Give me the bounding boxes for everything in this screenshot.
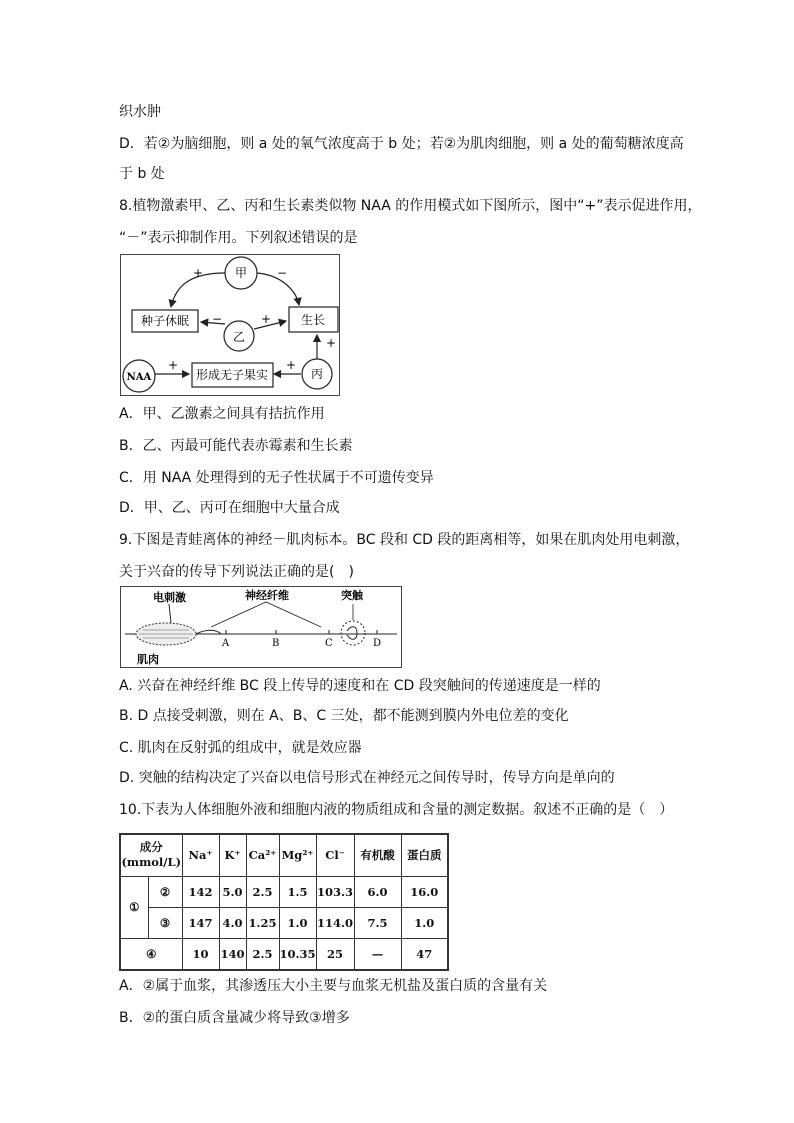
hormone-diagram	[120, 254, 340, 396]
question-9-stem: 9.下图是青蛙离体的神经－肌肉标本。BC 段和 CD 段的距离相等，如果在肌肉处用电刺激，	[119, 532, 690, 548]
option-c-9: C. 肌肉在反射弧的组成中，就是效应器	[119, 740, 362, 756]
nerve-fiber	[196, 630, 221, 634]
nerve-muscle-diagram	[120, 586, 402, 668]
table-cell: 10.35	[279, 938, 316, 970]
fiber-brace	[211, 602, 321, 627]
table-cell: 1.0	[279, 907, 316, 938]
table-cell: 4.0	[219, 907, 246, 938]
point-d: D	[373, 638, 382, 649]
yi-label: 乙	[232, 330, 246, 344]
sign: +	[168, 358, 179, 372]
table-cell: 5.0	[219, 876, 246, 907]
option-b-10: B．②的蛋白质含量减少将导致③增多	[119, 1010, 350, 1026]
column-header: Ca²⁺	[246, 834, 279, 876]
table-header-row	[120, 834, 448, 876]
table-row	[120, 938, 448, 970]
sign: +	[326, 336, 337, 350]
jia-label: 甲	[234, 266, 248, 280]
table-cell: 1.25	[246, 907, 279, 938]
option-b-9: B. D 点接受刺激，则在 A、B、C 三处，都不能测到膜内外电位差的变化	[119, 708, 569, 724]
question-10-stem: 10.下表为人体细胞外液和细胞内液的物质组成和含量的测定数据。叙述不正确的是（ ）	[119, 802, 674, 818]
table-cell: 2.5	[246, 876, 279, 907]
sign: −	[277, 266, 288, 280]
sign: +	[261, 312, 272, 326]
column-header: Na⁺	[182, 834, 219, 876]
sign: +	[193, 266, 204, 280]
header-title-cell: 成分 (mmol/L)	[120, 834, 182, 876]
table-cell: 6.0	[354, 876, 401, 907]
option-a-9: A. 兴奋在神经纤维 BC 段上传导的速度和在 CD 段突触间的传递速度是一样的	[119, 678, 601, 694]
option-d-9: D. 突触的结构决定了兴奋以电信号形式在神经元之间传导时，传导方向是单向的	[119, 770, 615, 786]
table-cell: 1.0	[401, 907, 448, 938]
table-cell: 2.5	[246, 938, 279, 970]
synapse-shape	[347, 627, 357, 640]
column-header: 蛋白质	[401, 834, 448, 876]
column-header: K⁺	[219, 834, 246, 876]
growth-label: 生长	[300, 313, 326, 327]
option-a-8: A．甲、乙激素之间具有拮抗作用	[119, 406, 325, 422]
table-cell: 147	[182, 907, 219, 938]
column-header: Cl⁻	[316, 834, 354, 876]
stim-pointer	[169, 604, 171, 623]
table-row	[120, 907, 448, 938]
table-cell: 142	[182, 876, 219, 907]
synapse-circle	[341, 621, 365, 645]
table-cell: 25	[316, 938, 354, 970]
table-cell: 140	[219, 938, 246, 970]
column-header: 有机酸	[354, 834, 401, 876]
question-9-stem: 关于兴奋的传导下列说法正确的是( )	[119, 564, 354, 580]
question-8-stem: “－”表示抑制作用。下列叙述错误的是	[119, 230, 358, 246]
text-line: 织水肿	[119, 104, 161, 120]
dormancy-label: 种子休眠	[140, 314, 190, 328]
table-cell: 7.5	[354, 907, 401, 938]
table-cell: 47	[401, 938, 448, 970]
option-d-8: D．甲、乙、丙可在细胞中大量合成	[119, 500, 340, 516]
fiber-label: 神经纤维	[245, 589, 289, 602]
point-a: A	[222, 638, 230, 649]
table-cell: 1.5	[279, 876, 316, 907]
table-cell: —	[354, 938, 401, 970]
row-label: ②	[148, 876, 182, 907]
option-d-7: D．若②为脑细胞，则 a 处的氧气浓度高于 b 处；若②为肌肉细胞，则 a 处的葡萄糖浓度高	[119, 136, 684, 152]
naa-label: NAA	[126, 372, 152, 383]
text-line: 于 b 处	[119, 166, 165, 182]
row-label: ④	[120, 938, 182, 970]
column-header: Mg²⁺	[279, 834, 316, 876]
table-cell: 114.0	[316, 907, 354, 938]
option-b-8: B．乙、丙最可能代表赤霉素和生长素	[119, 438, 353, 454]
question-8-stem: 8.植物激素甲、乙、丙和生长素类似物 NAA 的作用模式如下图所示，图中“+”表示促进作用，	[119, 198, 702, 214]
option-a-10: A．②属于血浆，其渗透压大小主要与血浆无机盐及蛋白质的含量有关	[119, 978, 548, 994]
group-label-cell: ①	[120, 876, 148, 938]
composition-table	[119, 833, 449, 971]
sign: −	[212, 312, 223, 326]
option-c-8: C．用 NAA 处理得到的无子性状属于不可遗传变异	[119, 470, 434, 486]
table-cell: 16.0	[401, 876, 448, 907]
synapse-label: 突触	[341, 589, 363, 602]
table-cell: 10	[182, 938, 219, 970]
table-cell: 103.3	[316, 876, 354, 907]
table-row	[120, 876, 448, 907]
point-b: B	[272, 638, 280, 649]
seedless-label: 形成无子果实	[195, 368, 269, 382]
sign: +	[286, 358, 297, 372]
point-c: C	[325, 638, 333, 649]
muscle-label: 肌肉	[137, 653, 159, 666]
row-label: ③	[148, 907, 182, 938]
stim-label: 电刺激	[153, 591, 186, 604]
bing-label: 丙	[310, 367, 324, 381]
